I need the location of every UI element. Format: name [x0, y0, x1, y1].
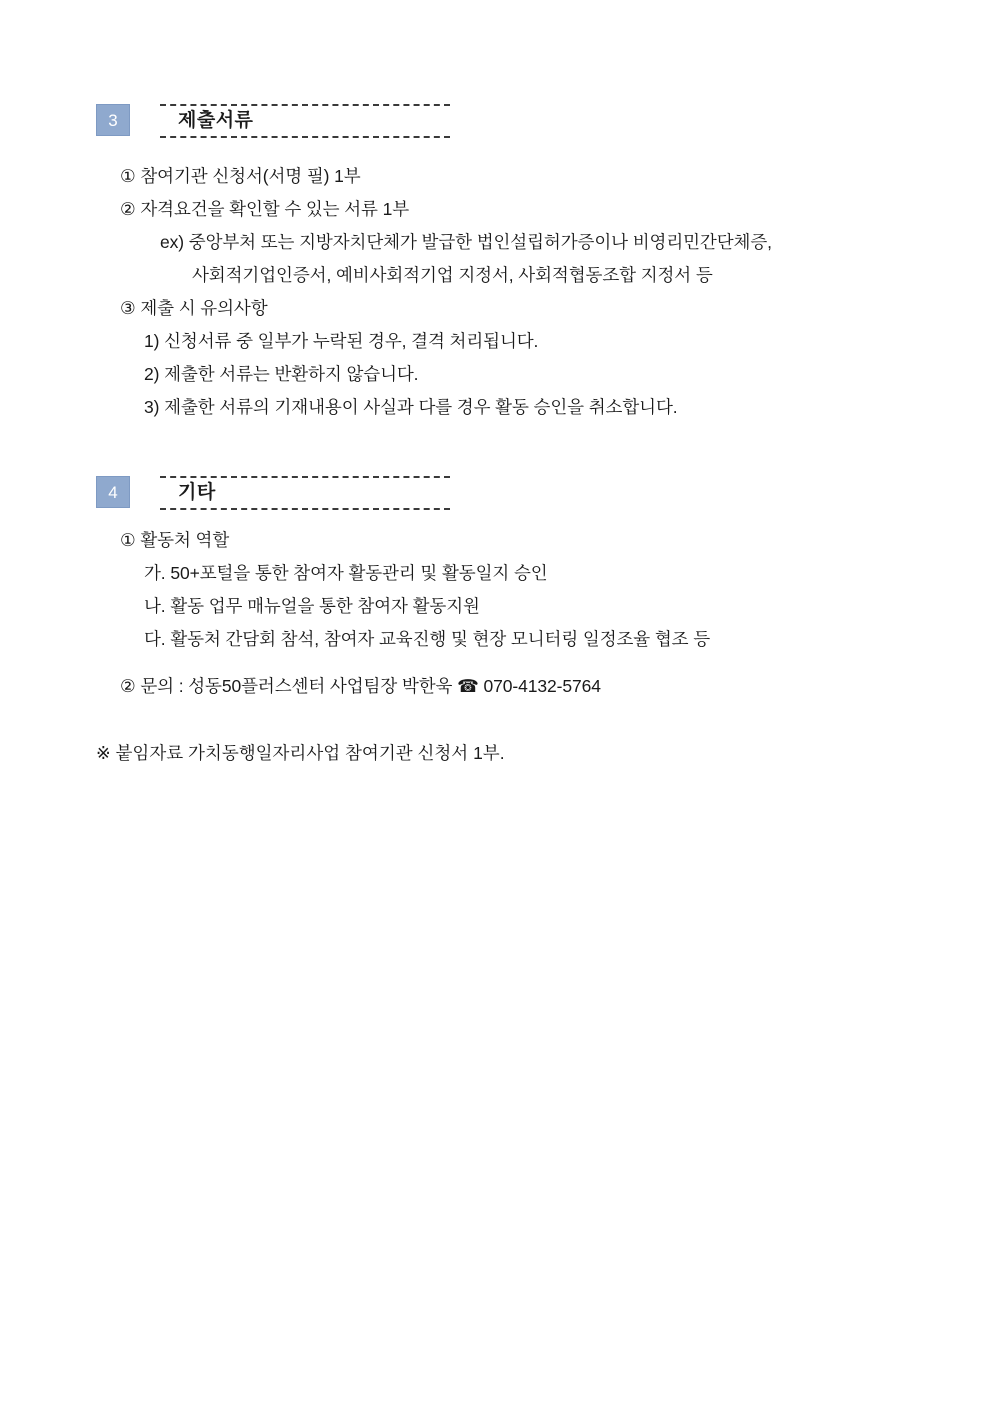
list-item: 3) 제출한 서류의 기재내용이 사실과 다를 경우 활동 승인을 취소합니다.: [144, 397, 678, 417]
list-item: 1) 신청서류 중 일부가 누락된 경우, 결격 처리됩니다.: [144, 331, 539, 351]
footnote: ※ 붙임자료 가치동행일자리사업 참여기관 신청서 1부.: [96, 743, 505, 763]
section-number-badge: 4: [96, 476, 130, 508]
section-title: 기타: [178, 482, 216, 503]
list-item: 사회적기업인증서, 예비사회적기업 지정서, 사회적협동조합 지정서 등: [192, 265, 713, 285]
list-spacer: [96, 656, 936, 670]
list-item: 2) 제출한 서류는 반환하지 않습니다.: [144, 364, 419, 384]
footnote-spacer: [96, 703, 936, 737]
section-body: [96, 160, 936, 424]
list-item: 나. 활동 업무 매뉴얼을 통한 참여자 활동지원: [144, 596, 480, 616]
list-item: ① 참여기관 신청서(서명 필) 1부: [120, 166, 361, 186]
section-body: [96, 524, 936, 703]
document-content: [96, 104, 936, 770]
list-item: 다. 활동처 간담회 참석, 참여자 교육진행 및 현장 모니터링 일정조율 협조 등: [144, 629, 711, 649]
list-item: ex) 중앙부처 또는 지방자치단체가 발급한 법인설립허가증이나 비영리민간단체증,: [160, 232, 772, 252]
contact-line: ② 문의 : 성동50플러스센터 사업팀장 박한욱 ☎ 070-4132-5764: [120, 676, 601, 696]
section-submission-documents: [96, 104, 936, 424]
section-title-frame: [160, 476, 450, 510]
section-title-frame: [160, 104, 450, 138]
list-item: ② 자격요건을 확인할 수 있는 서류 1부: [120, 199, 410, 219]
section-etc: [96, 476, 936, 703]
list-item: 가. 50+포털을 통한 참여자 활동관리 및 활동일지 승인: [144, 563, 548, 583]
section-spacer: [96, 424, 936, 476]
list-item: ① 활동처 역할: [120, 530, 230, 550]
section-number-badge: 3: [96, 104, 130, 136]
section-title: 제출서류: [178, 110, 254, 131]
section-header: [96, 104, 936, 138]
section-header: [96, 476, 936, 510]
list-item: ③ 제출 시 유의사항: [120, 298, 268, 318]
